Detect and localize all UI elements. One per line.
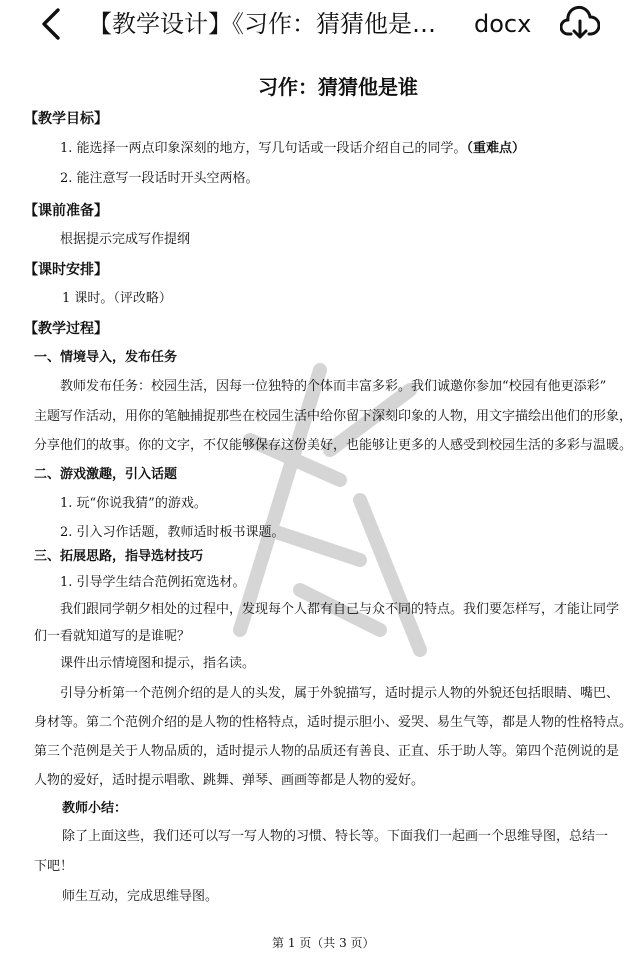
key-point-tag: （重难点） [466,141,526,156]
list-item: 2. 引入习作话题，教师适时板书课题。 [60,525,285,540]
step-1-heading: 一、情境导入，发布任务 [34,350,178,365]
goal-1-text: 1. 能选择一两点印象深刻的地方，写几句话或一段话介绍自己的同学。 [60,141,467,156]
paragraph-line: 下吧！ [34,859,74,874]
paragraph-line: 分享他们的故事。你的文字，不仅能够保存这份美好，也能够让更多的人感受到校园生活的多彩与温暖。 [34,438,633,453]
schedule-text: 1 课时。（评改略） [62,291,172,306]
step-2-heading: 二、游戏激趣，引入话题 [34,467,178,482]
back-button[interactable] [34,6,74,42]
prep-heading: 【课前准备】 [24,203,108,219]
paragraph-line: 教师发布任务：校园生活，因每一位独特的个体而丰富多彩。我们诚邀你参加“校园有他更添彩” [60,379,607,394]
goals-heading: 【教学目标】 [24,111,108,127]
paragraph-line: 第三个范例是关于人物品质的，适时提示人物的品质还有善良、正直、乐于助人等。第四个范例说的是 [34,744,620,759]
list-item: 1. 引导学生结合范例拓宽选材。 [60,575,246,590]
paragraph-line: 引导分析第一个范例介绍的是人的头发，属于外貌描写，适时提示人物的外貌还包括眼睛、嘴巴、 [60,686,620,701]
list-item: 1. 玩“你说我猜”的游戏。 [60,496,207,511]
goal-item [60,140,525,158]
document-heading: 习作：猜猜他是谁 [258,75,418,99]
file-extension: docx [474,10,532,38]
page-number-footer: 第 1 页（共 3 页） [272,936,375,950]
process-heading: 【教学过程】 [24,321,108,337]
paragraph-line: 我们跟同学朝夕相处的过程中，发现每个人都有自己与众不同的特点。我们要怎样写，才能让同学 [60,602,620,617]
paragraph-line: 人物的爱好，适时提示唱歌、跳舞、弹琴、画画等都是人物的爱好。 [34,773,425,788]
schedule-heading: 【课时安排】 [24,262,108,278]
closing-text: 师生互动，完成思维导图。 [62,889,219,904]
paragraph-line: 主题写作活动，用你的笔触捕捉那些在校园生活中给你留下深刻印象的人物，用文字描绘出他们的形象， [34,409,633,424]
step-3-heading: 三、拓展思路，指导选材技巧 [34,549,204,564]
cloud-download-button[interactable] [560,4,600,44]
summary-heading: 教师小结： [62,801,128,816]
document-title-bar [88,6,532,42]
cloud-download-icon [560,4,600,44]
paragraph-line: 身材等。第二个范例介绍的是人物的性格特点，适时提示胆小、爱哭、易生气等，都是人物的性格特点。 [34,715,633,730]
chevron-left-icon [34,6,74,42]
paragraph-line: 除了上面这些，我们还可以写一写人物的习惯、特长等。下面我们一起画一个思维导图，总结一 [62,829,609,844]
paragraph-line: 们一看就知道写的是谁呢？ [34,629,191,644]
prep-text: 根据提示完成写作提纲 [60,232,191,247]
document-file-name: 【教学设计】《习作：猜猜他是… [88,10,436,38]
paragraph-line: 课件出示情境图和提示，指名读。 [60,656,256,671]
top-bar [0,0,640,48]
goal-2-text: 2. 能注意写一段话时开头空两格。 [60,171,259,186]
